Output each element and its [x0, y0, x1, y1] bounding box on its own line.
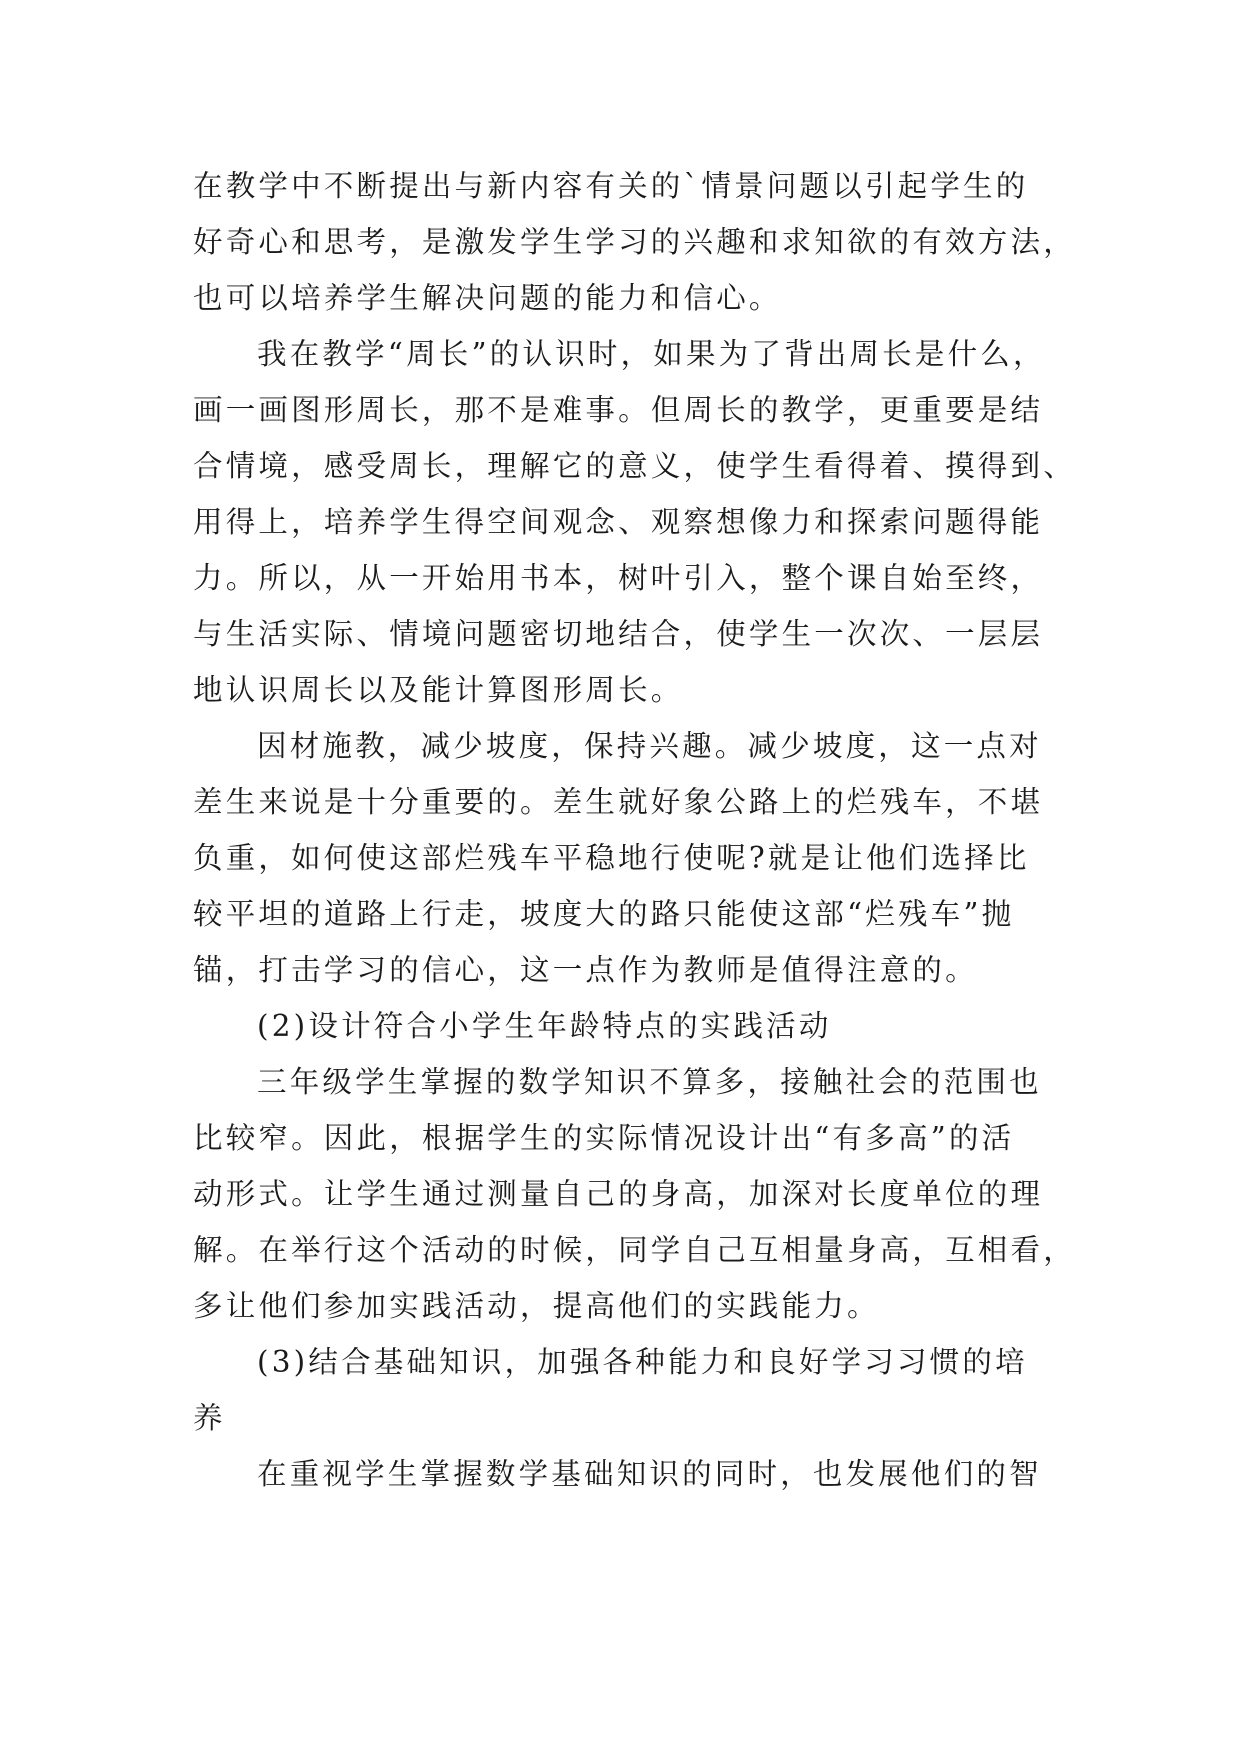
- text-line: 在教学中不断提出与新内容有关的`情景问题以引起学生的: [193, 169, 1029, 203]
- paragraph-start-line: 在重视学生掌握数学基础知识的同时，也发展他们的智: [257, 1457, 1042, 1491]
- text-line: 比较窄。因此，根据学生的实际情况设计出“有多高”的活: [193, 1121, 1015, 1155]
- text-line: 也可以培养学生解决问题的能力和信心。: [193, 281, 782, 315]
- text-line: 与生活实际、情境问题密切地结合，使学生一次次、一层层: [193, 617, 1044, 651]
- text-line: 力。所以，从一开始用书本，树叶引入，整个课自始至终，: [193, 561, 1044, 595]
- section-heading-continuation: 养: [193, 1401, 226, 1435]
- text-line: 锚，打击学习的信心，这一点作为教师是值得注意的。: [193, 953, 978, 987]
- text-line: 合情境，感受周长，理解它的意义，使学生看得着、摸得到、: [193, 449, 1076, 483]
- text-line: 用得上，培养学生得空间观念、观察想像力和探索问题得能: [193, 505, 1044, 539]
- paragraph-start-line: 我在教学“周长”的认识时，如果为了背出周长是什么，: [257, 337, 1046, 371]
- text-line: 差生来说是十分重要的。差生就好象公路上的烂残车，不堪: [193, 785, 1044, 819]
- section-heading: (3)结合基础知识，加强各种能力和良好学习习惯的培: [257, 1345, 1028, 1379]
- text-line: 解。在举行这个活动的时候，同学自己互相量身高，互相看，: [193, 1233, 1076, 1267]
- text-line: 好奇心和思考，是激发学生学习的兴趣和求知欲的有效方法，: [193, 225, 1076, 259]
- text-line: 多让他们参加实践活动，提高他们的实践能力。: [193, 1289, 880, 1323]
- section-heading: (2)设计符合小学生年龄特点的实践活动: [257, 1009, 832, 1043]
- text-line: 画一画图形周长，那不是难事。但周长的教学，更重要是结: [193, 393, 1044, 427]
- text-line: 负重，如何使这部烂残车平稳地行使呢?就是让他们选择比: [193, 841, 1030, 875]
- paragraph-start-line: 因材施教，减少坡度，保持兴趣。减少坡度，这一点对: [257, 729, 1042, 763]
- text-line: 较平坦的道路上行走，坡度大的路只能使这部“烂残车”抛: [193, 897, 1015, 931]
- text-line: 动形式。让学生通过测量自己的身高，加深对长度单位的理: [193, 1177, 1044, 1211]
- paragraph-start-line: 三年级学生掌握的数学知识不算多，接触社会的范围也: [257, 1065, 1042, 1099]
- text-line: 地认识周长以及能计算图形周长。: [193, 673, 684, 707]
